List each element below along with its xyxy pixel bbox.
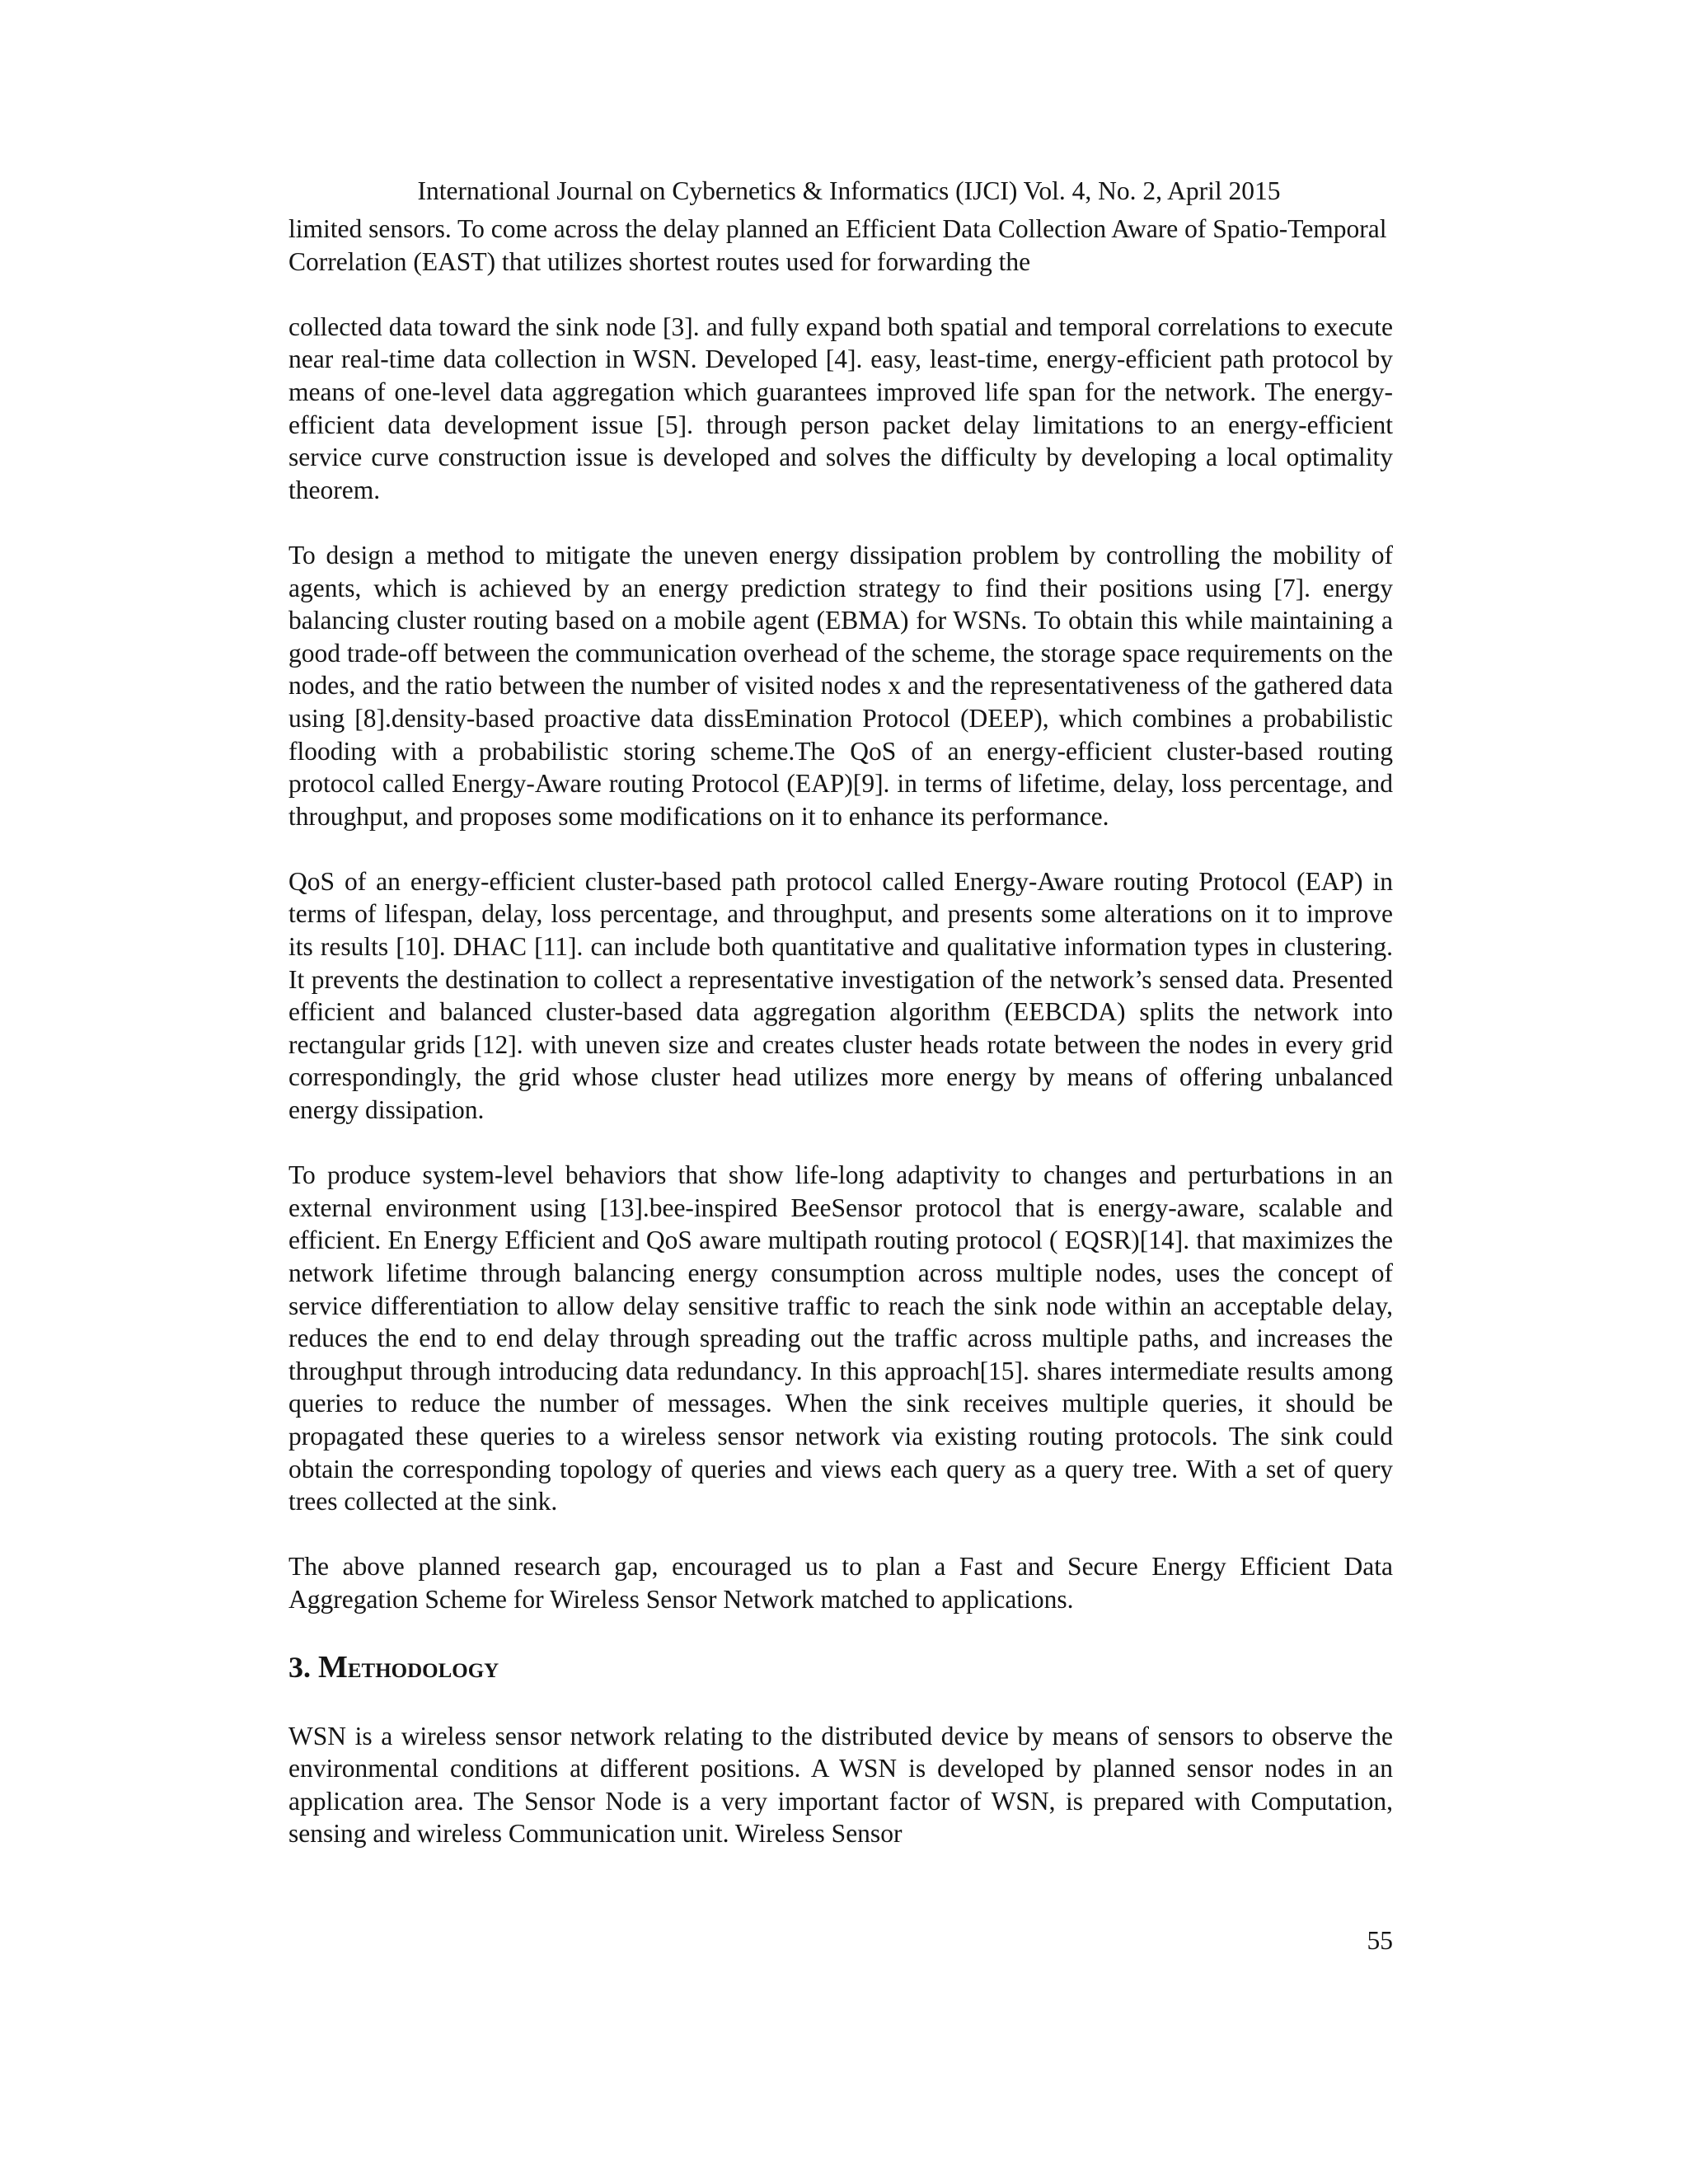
section-heading-methodology <box>288 1649 1393 1685</box>
page-number: 55 <box>1367 1926 1393 1955</box>
paragraph-methodology: WSN is a wireless sensor network relating to the distributed device by means of sensors to observe the environmental conditions at different positions. A WSN is developed by planned sensor nodes in an application area. The Sensor Node is a very important factor of WSN, is prepared with Computation, sensing and wireless Communication unit. Wireless Sensor <box>288 1721 1393 1849</box>
paragraph-qos: QoS of an energy-efficient cluster-based path protocol called Energy-Aware routing Protocol (EAP) in terms of lifespan, delay, loss percentage, and throughput, and presents some alterations on it to improve its results [10]. DHAC [11]. can include both quantitative and qualitative information types in clustering. It prevents the destination to collect a representative investigation of the network’s sensed data. Presented efficient and balanced cluster-based data aggregation algorithm (EEBCDA) splits the network into rectangular grids [12]. with uneven size and creates cluster heads rotate between the nodes in every grid correspondingly, the grid whose cluster head utilizes more energy by means of offering unbalanced energy dissipation. <box>288 866 1393 1125</box>
paragraph-data-collection: collected data toward the sink node [3]. and fully expand both spatial and temporal correlations to execute near real-time data collection in WSN. Developed [4]. easy, least-time, energy-efficient path protocol by means of one-level data aggregation which guarantees improved life span for the network. The energy-efficient data development issue [5]. through person packet delay limitations to an energy-efficient service curve construction issue is developed and solves the difficulty by developing a local optimality theorem. <box>288 312 1393 504</box>
section-title-initial: M <box>318 1649 348 1685</box>
paragraph-continued: limited sensors. To come across the delay planned an Efficient Data Collection Aware of Spatio-Temporal Correlation (EAST) that utilizes shortest routes used for forwarding the <box>288 214 1387 276</box>
page-body <box>288 213 1393 1850</box>
paragraph-research-gap: The above planned research gap, encouraged us to plan a Fast and Secure Energy Efficient Data Aggregation Scheme for Wireless Sensor Network matched to applications. <box>288 1552 1393 1614</box>
paragraph-mobility: To design a method to mitigate the uneven energy dissipation problem by controlling the mobility of agents, which is achieved by an energy prediction strategy to find their positions using [7]. energy balancing cluster routing based on a mobile agent (EBMA) for WSNs. To obtain this while maintaining a good trade-off between the communication overhead of the scheme, the storage space requirements on the nodes, and the ratio between the number of visited nodes x and the representativeness of the gathered data using [8].density-based proactive data dissEmination Protocol (DEEP), which combines a probabilistic flooding with a probabilistic storing scheme.The QoS of an energy-efficient cluster-based routing protocol called Energy-Aware routing Protocol (EAP)[9]. in terms of lifetime, delay, loss percentage, and throughput, and proposes some modifications on it to enhance its performance. <box>288 540 1393 831</box>
section-number: 3. <box>288 1650 311 1684</box>
running-header: International Journal on Cybernetics & Informatics (IJCI) Vol. 4, No. 2, April 2015 <box>417 176 1281 205</box>
paragraph-system-level: To produce system-level behaviors that show life-long adaptivity to changes and perturbations in an external environment using [13].bee-inspired BeeSensor protocol that is energy-aware, scalable and efficient. En Energy Efficient and QoS aware multipath routing protocol ( EQSR)[14]. that maximizes the network lifetime through balancing energy consumption across multiple nodes, uses the concept of service differentiation to allow delay sensitive traffic to reach the sink node within an acceptable delay, reduces the end to end delay through spreading out the traffic across multiple paths, and increases the throughput through introducing data redundancy. In this approach[15]. shares intermediate results among queries to reduce the number of messages. When the sink receives multiple queries, it should be propagated these queries to a wireless sensor network via existing routing protocols. The sink could obtain the corresponding topology of queries and views each query as a query tree. With a set of query trees collected at the sink. <box>288 1160 1393 1516</box>
section-title-rest: ethodology <box>347 1650 499 1684</box>
